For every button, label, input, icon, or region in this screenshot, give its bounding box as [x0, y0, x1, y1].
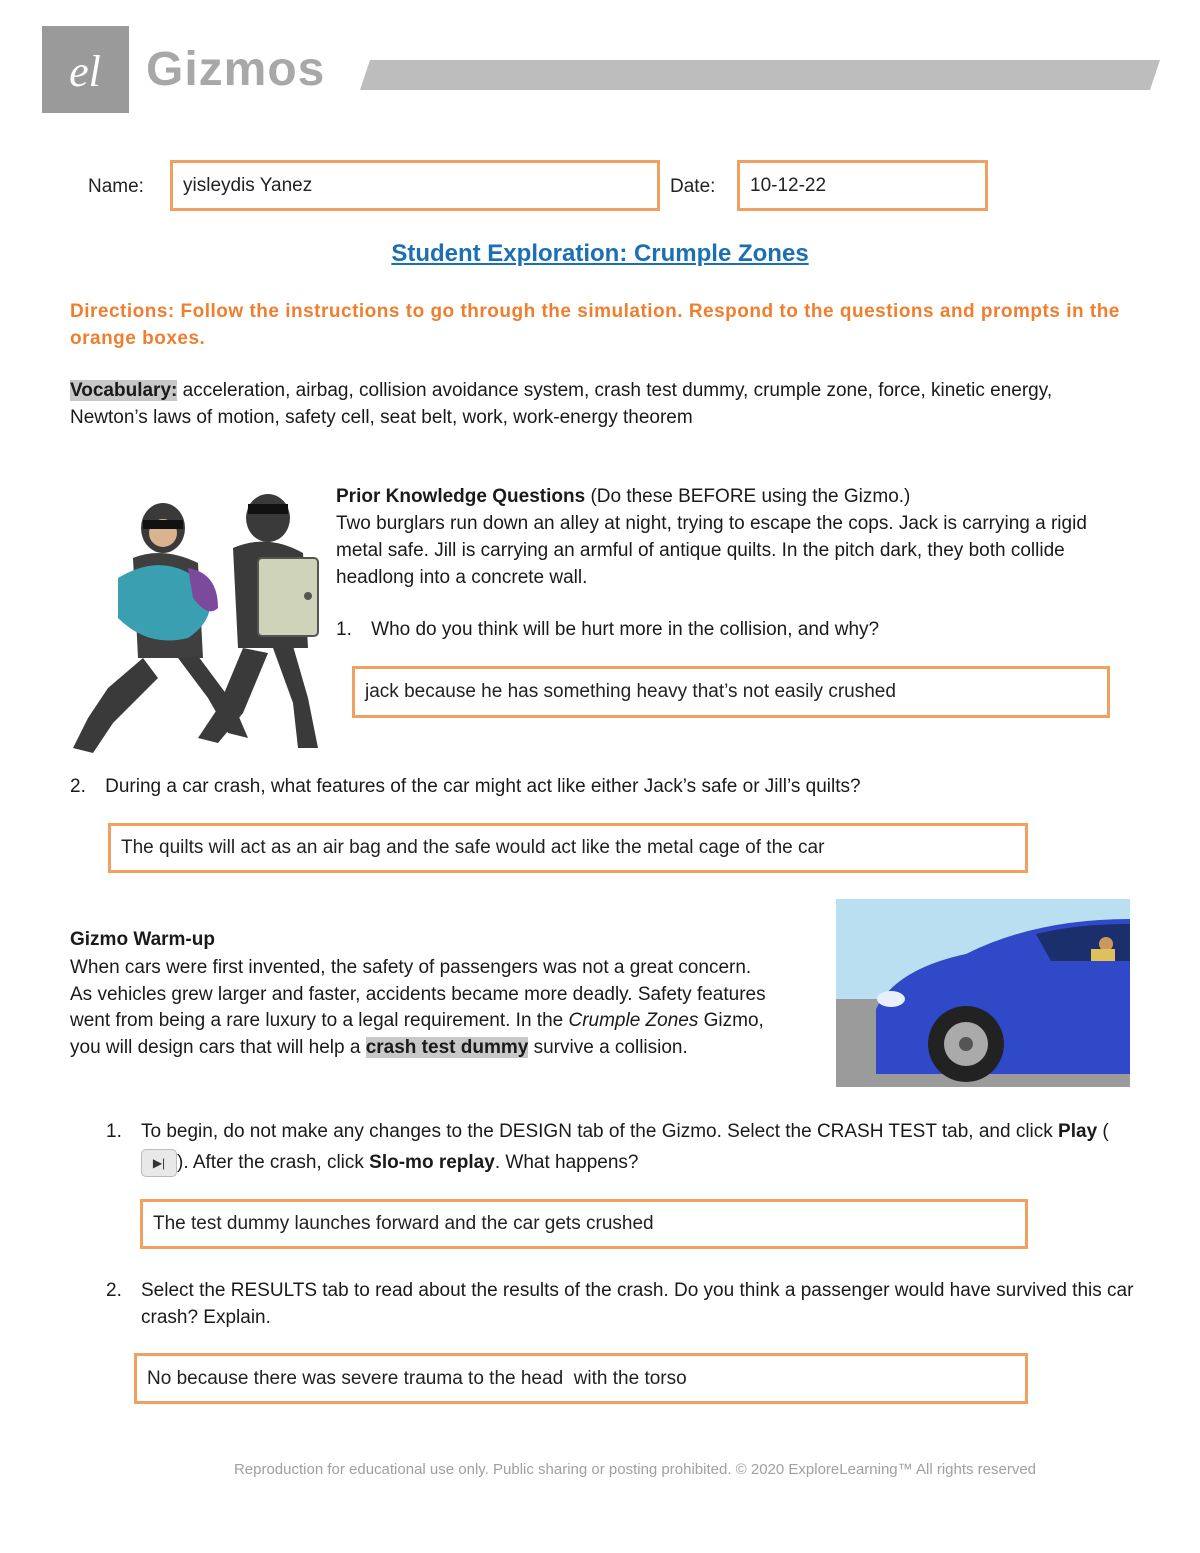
warmup-q2-answer: No because there was severe trauma to the head with the torso [147, 1367, 687, 1389]
name-value: yisleydis Yanez [183, 174, 313, 196]
warmup-q1-text-b: ( [1097, 1121, 1109, 1142]
logo-text: el [69, 47, 101, 96]
prior-q1 [336, 616, 879, 643]
warmup-q1-text-a: To begin, do not make any changes to the DESIGN tab of the Gizmo. Select the CRASH TEST tab, and click [141, 1121, 1059, 1142]
header-bar [360, 60, 1160, 90]
warmup-q1-answer-box[interactable] [140, 1199, 1028, 1249]
warmup-q1-text-d: . What happens? [494, 1152, 639, 1173]
vocabulary-label: Vocabulary: [70, 380, 178, 401]
warmup-q2 [106, 1277, 1136, 1328]
prior-q1-text: Who do you think will be hurt more in the collision, and why? [371, 619, 880, 640]
prior-q2-answer-box[interactable] [108, 823, 1028, 873]
page-title: Student Exploration: Crumple Zones [391, 240, 809, 267]
warmup-text-middle: Gizmo, you will design cars that will help a [70, 1010, 764, 1058]
warmup-q1-text-c: ). After the crash, click [177, 1152, 370, 1173]
warmup-q2-text: Select the RESULTS tab to read about the results of the crash. Do you think a passenger would have survived this car crash? Explain. [141, 1280, 1134, 1328]
burglars-illustration [68, 478, 330, 762]
warmup-q1-body [141, 1116, 1136, 1178]
car-illustration [836, 899, 1130, 1087]
warmup-paragraph [70, 955, 770, 1061]
name-field[interactable] [170, 160, 660, 211]
play-icon: ▶| [141, 1149, 177, 1177]
prior-q1-answer: jack because he has something heavy that’s not easily crushed [365, 681, 896, 702]
explorelearning-logo [42, 26, 129, 113]
date-field[interactable] [737, 160, 988, 211]
warmup-q1-play: Play [1058, 1121, 1098, 1142]
prior-q1-answer-box[interactable] [352, 666, 1110, 718]
warmup-italic: Crumple Zones [568, 1010, 699, 1031]
warmup-q2-number: 2. [106, 1280, 122, 1301]
prior-q2-answer: The quilts will act as an air bag and the safe would act like the metal cage of the car [121, 837, 825, 858]
date-label: Date: [670, 176, 716, 197]
name-label: Name: [88, 176, 144, 197]
vocabulary-paragraph [70, 377, 1130, 431]
warmup-q1-slomo: Slo-mo replay [369, 1152, 495, 1173]
prior-q2 [70, 773, 861, 800]
vocabulary-terms: acceleration, airbag, collision avoidance system, crash test dummy, crumple zone, force, kinetic energy, Newton’s laws of motion, safety cell, seat belt, work, work-energy theorem [70, 380, 1053, 428]
warmup-q2-answer-box[interactable] [134, 1353, 1028, 1404]
prior-knowledge-note: (Do these BEFORE using the Gizmo.) [590, 486, 911, 507]
warmup-text-after: survive a collision. [528, 1036, 688, 1058]
prior-q1-number: 1. [336, 619, 352, 640]
footer-copyright: Reproduction for educational use only. Public sharing or posting prohibited. © 2020 ExploreLearning™ All rights reserved [233, 1461, 1037, 1478]
prior-knowledge-section [336, 483, 1136, 591]
prior-q2-number: 2. [70, 776, 86, 797]
warmup-q1-number: 1. [106, 1121, 122, 1142]
directions-text: Directions: Follow the instructions to go through the simulation. Respond to the questions and prompts in the orange boxes. [70, 301, 1120, 349]
warmup-q1 [106, 1116, 1136, 1173]
warmup-text-before: When cars were first invented, the safety of passengers was not a great concern. As vehicles grew larger and faster, accidents became more deadly. Safety features went from being a rare luxury to a legal requirement. In the [70, 957, 766, 1031]
warmup-highlight: crash test dummy [365, 1036, 529, 1058]
brand-name: Gizmos [146, 43, 326, 96]
prior-knowledge-intro: Two burglars run down an alley at night, trying to escape the cops. Jack is carrying a rigid metal safe. Jill is carrying an armful of antique quilts. In the pitch dark, they both collide headlong into a concrete wall. [336, 513, 1087, 588]
warmup-q1-answer: The test dummy launches forward and the car gets crushed [153, 1213, 654, 1234]
warmup-heading: Gizmo Warm-up [70, 929, 215, 950]
prior-q2-text: During a car crash, what features of the car might act like either Jack’s safe or Jill’s quilts? [105, 776, 861, 797]
date-value: 10-12-22 [750, 174, 827, 196]
prior-knowledge-heading: Prior Knowledge Questions [336, 486, 586, 507]
